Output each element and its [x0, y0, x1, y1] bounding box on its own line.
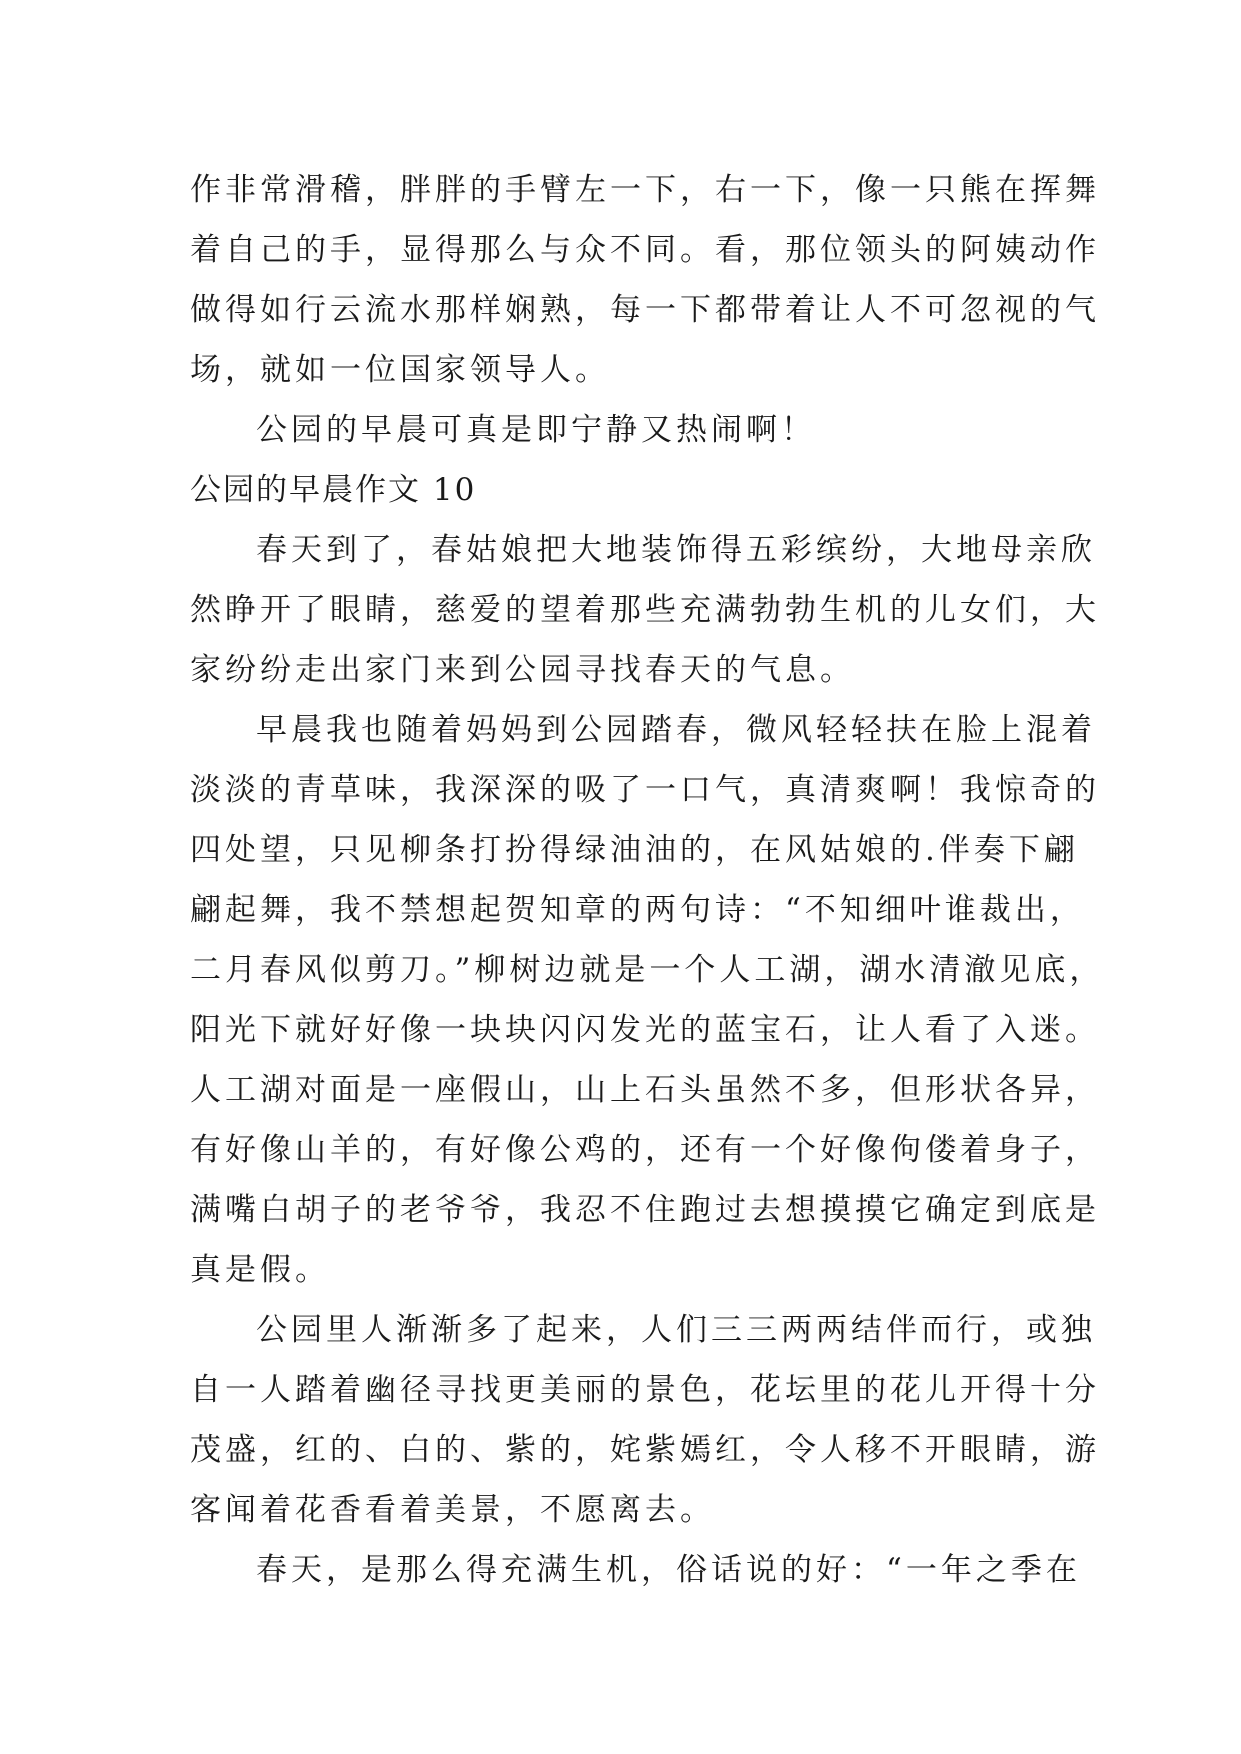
text-line: 阳光下就好好像一块块闪闪发光的蓝宝石，让人看了入迷。 — [190, 1012, 1100, 1048]
text-line: 翩起舞，我不禁想起贺知章的两句诗：“不知细叶谁裁出， — [190, 892, 1085, 928]
paragraph-first-line: 早晨我也随着妈妈到公园踏春，微风轻轻扶在脸上混着 — [256, 712, 1096, 748]
text-line: 四处望，只见柳条打扮得绿油油的，在风姑娘的.伴奏下翩 — [190, 832, 1079, 868]
text-line: 场，就如一位国家领导人。 — [190, 352, 610, 388]
text-line: 着自己的手，显得那么与众不同。看，那位领头的阿姨动作 — [190, 232, 1100, 268]
paragraph-first-line: 春天，是那么得充满生机，俗话说的好：“一年之季在 — [256, 1552, 1081, 1588]
text-line: 作非常滑稽，胖胖的手臂左一下，右一下，像一只熊在挥舞 — [190, 172, 1100, 208]
text-line: 家纷纷走出家门来到公园寻找春天的气息。 — [190, 652, 855, 688]
text-line: 二月春风似剪刀。”柳树边就是一个人工湖，湖水清澈见底， — [190, 952, 1105, 988]
text-line: 满嘴白胡子的老爷爷，我忍不住跑过去想摸摸它确定到底是 — [190, 1192, 1100, 1228]
document-body — [190, 160, 1105, 1600]
text-line: 真是假。 — [190, 1252, 330, 1288]
text-line: 自一人踏着幽径寻找更美丽的景色，花坛里的花儿开得十分 — [190, 1372, 1100, 1408]
text-line: 有好像山羊的，有好像公鸡的，还有一个好像佝偻着身子， — [190, 1132, 1100, 1168]
section-heading: 公园的早晨作文 10 — [190, 472, 477, 508]
paragraph-first-line: 公园的早晨可真是即宁静又热闹啊！ — [256, 412, 816, 448]
text-line: 然睁开了眼睛，慈爱的望着那些充满勃勃生机的儿女们，大 — [190, 592, 1100, 628]
text-line: 人工湖对面是一座假山，山上石头虽然不多，但形状各异， — [190, 1072, 1100, 1108]
paragraph-first-line: 公园里人渐渐多了起来，人们三三两两结伴而行，或独 — [256, 1312, 1096, 1348]
text-line: 客闻着花香看着美景，不愿离去。 — [190, 1492, 715, 1528]
text-line: 淡淡的青草味，我深深的吸了一口气，真清爽啊！我惊奇的 — [190, 772, 1100, 808]
text-line: 做得如行云流水那样娴熟，每一下都带着让人不可忽视的气 — [190, 292, 1100, 328]
text-line: 茂盛，红的、白的、紫的，姹紫嫣红，令人移不开眼睛，游 — [190, 1432, 1100, 1468]
paragraph-first-line: 春天到了，春姑娘把大地装饰得五彩缤纷，大地母亲欣 — [256, 532, 1096, 568]
